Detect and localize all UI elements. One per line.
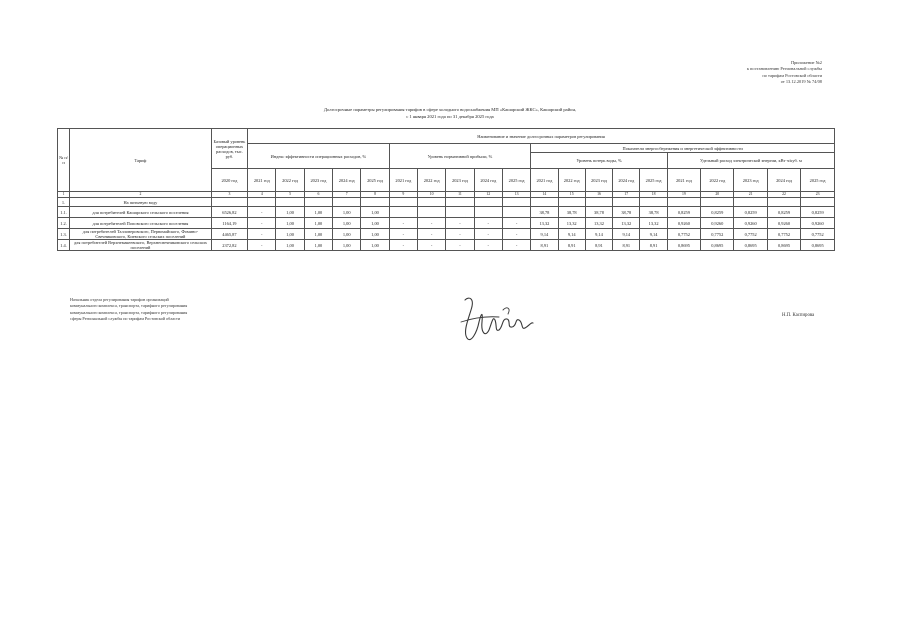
row-efficiency-value: 1,00 — [333, 229, 361, 240]
year-losses: 2025 год — [640, 169, 667, 192]
row-base-level: 2372,82 — [211, 240, 247, 251]
row-profit-value: - — [502, 240, 530, 251]
year-efficiency: 2024 год — [333, 169, 361, 192]
row-energy-value: 0,7752 — [734, 229, 767, 240]
row-energy-value: 0,9260 — [734, 218, 767, 229]
row-energy-value: 0,8259 — [667, 207, 700, 218]
row-efficiency-value: - — [248, 207, 276, 218]
column-number: 22 — [767, 192, 800, 198]
footnote-line: сферы Региональной службы по тарифам Ростовской области — [70, 316, 181, 322]
column-number: 10 — [418, 192, 446, 198]
column-number: 13 — [502, 192, 530, 198]
column-number: 1 — [58, 192, 70, 198]
year-profit: 2021 год — [389, 169, 417, 192]
year-profit: 2022 год — [418, 169, 446, 192]
row-losses-value: 9,14 — [531, 229, 558, 240]
row-losses-value: 8,91 — [558, 240, 585, 251]
row-efficiency-value: 1,00 — [361, 229, 389, 240]
column-number: 19 — [667, 192, 700, 198]
year-base: 2020 год — [211, 169, 247, 192]
row-profit-value: - — [418, 218, 446, 229]
year-energy: 2021 год — [667, 169, 700, 192]
row-energy-value: 0,9260 — [767, 218, 800, 229]
title-line-1: Долгосрочные параметры регулирования тарифов в сфере холодного водоснабжения МП «Кашарский ЖКС», Кашарский район, — [323, 107, 577, 112]
footnote-line: Начальник отдела регулирования тарифов организаций — [70, 297, 169, 302]
row-profit-value: - — [474, 240, 502, 251]
row-losses-value: 9,14 — [613, 229, 640, 240]
header-tariff: Тариф — [70, 129, 212, 192]
header-profit: Уровень нормативной прибыли, % — [389, 144, 531, 169]
table-row — [58, 229, 835, 240]
row-label: для потребителей Талловеровского, Первомайского, Фомино-Свечниковского, Киевского сельских поселений — [70, 229, 212, 240]
appendix-line: Приложение №2 — [790, 60, 822, 65]
row-profit-value — [418, 207, 446, 218]
row-energy-value: 0,8695 — [801, 240, 835, 251]
footnote-line: коммунального комплекса, транспорта, тарифного регулирования — [70, 303, 188, 309]
row-efficiency-value: 1,00 — [333, 240, 361, 251]
row-num: 1.1. — [58, 207, 70, 218]
row-energy-value: 0,9260 — [801, 218, 835, 229]
column-number: 6 — [304, 192, 332, 198]
year-losses: 2022 год — [558, 169, 585, 192]
row-energy-value: 0,7752 — [701, 229, 734, 240]
row-energy-value: 0,7752 — [767, 229, 800, 240]
row-energy-value: 0,8259 — [701, 207, 734, 218]
row-energy-value: 0,7752 — [667, 229, 700, 240]
row-profit-value: - — [389, 240, 417, 251]
row-profit-value — [389, 207, 417, 218]
row-energy-value: 0,9260 — [667, 218, 700, 229]
row-losses-value: 38,78 — [613, 207, 640, 218]
row-label: для потребителей Кашарского сельского поселения — [70, 207, 212, 218]
row-losses-value: 8,91 — [613, 240, 640, 251]
header-efficiency: Индекс эффективности операционных расходов, % — [248, 144, 390, 169]
column-number: 11 — [446, 192, 474, 198]
row-profit-value: - — [502, 218, 530, 229]
header-base-level: Базовый уровень операционных расходов, тыс. руб. — [211, 129, 247, 169]
column-number: 4 — [248, 192, 276, 198]
row-profit-value: - — [446, 240, 474, 251]
signatory-position — [70, 297, 230, 323]
section-label: На питьевую воду — [70, 198, 212, 207]
column-number: 5 — [276, 192, 304, 198]
parameters-table — [57, 128, 835, 251]
row-efficiency-value: 1,00 — [276, 207, 304, 218]
row-losses-value: 13,32 — [585, 218, 612, 229]
row-losses-value: 38,78 — [558, 207, 585, 218]
header-reliability: Показатели энергосбережения и энергетической эффективности — [531, 144, 835, 153]
column-number: 17 — [613, 192, 640, 198]
row-base-level: 1164,19 — [211, 218, 247, 229]
row-efficiency-value: 1,00 — [361, 218, 389, 229]
row-efficiency-value: 1,00 — [361, 240, 389, 251]
header-losses: Уровень потерь воды, % — [531, 153, 667, 169]
table-body — [58, 207, 835, 251]
column-number: 21 — [734, 192, 767, 198]
year-profit: 2023 год — [446, 169, 474, 192]
column-number: 20 — [701, 192, 734, 198]
row-base-level: 6526,82 — [211, 207, 247, 218]
document-title — [250, 107, 650, 120]
row-losses-value: 8,91 — [531, 240, 558, 251]
row-profit-value — [474, 207, 502, 218]
header-energy: Удельный расход электрической энергии, кВт·ч/куб. м — [667, 153, 834, 169]
column-number: 18 — [640, 192, 667, 198]
table-row — [58, 218, 835, 229]
table-row — [58, 240, 835, 251]
row-losses-value: 13,32 — [531, 218, 558, 229]
row-energy-value: 0,8259 — [767, 207, 800, 218]
row-losses-value: 8,91 — [585, 240, 612, 251]
year-energy: 2023 год — [734, 169, 767, 192]
column-number: 8 — [361, 192, 389, 198]
year-energy: 2024 год — [767, 169, 800, 192]
appendix-line: по тарифам Ростовской области — [762, 72, 822, 78]
row-profit-value: - — [418, 229, 446, 240]
column-number: 16 — [585, 192, 612, 198]
row-losses-value: 38,78 — [585, 207, 612, 218]
row-profit-value — [446, 207, 474, 218]
row-losses-value: 38,78 — [531, 207, 558, 218]
footnote-line: коммунального комплекса, транспорта, тарифного регулирования — [70, 309, 188, 315]
row-profit-value: - — [474, 218, 502, 229]
year-efficiency: 2025 год — [361, 169, 389, 192]
row-profit-value — [502, 207, 530, 218]
row-energy-value: 0,8695 — [734, 240, 767, 251]
table-row — [58, 207, 835, 218]
year-energy: 2022 год — [701, 169, 734, 192]
year-energy: 2025 год — [801, 169, 835, 192]
year-efficiency: 2022 год — [276, 169, 304, 192]
header-num: № п/п — [58, 129, 70, 192]
row-efficiency-value: 1,00 — [304, 229, 332, 240]
row-profit-value: - — [474, 229, 502, 240]
header-group-title: Наименование и значение долгосрочных параметров регулирования — [248, 129, 835, 144]
row-losses-value: 9,14 — [558, 229, 585, 240]
year-efficiency: 2023 год — [304, 169, 332, 192]
row-efficiency-value: 1,00 — [276, 229, 304, 240]
column-number: 23 — [801, 192, 835, 198]
appendix-block — [690, 60, 822, 85]
row-efficiency-value: 1,00 — [304, 218, 332, 229]
appendix-line: к постановлению Региональной службы — [746, 66, 822, 72]
row-energy-value: 0,8695 — [701, 240, 734, 251]
column-number: 12 — [474, 192, 502, 198]
row-efficiency-value: 1,00 — [304, 240, 332, 251]
year-losses: 2021 год — [531, 169, 558, 192]
row-base-level: 4465,87 — [211, 229, 247, 240]
section-num: 1. — [58, 198, 70, 207]
row-profit-value: - — [502, 229, 530, 240]
row-efficiency-value: 1,00 — [333, 218, 361, 229]
row-num: 1.4. — [58, 240, 70, 251]
column-number: 15 — [558, 192, 585, 198]
appendix-line: от 13.12.2019 № 74/08 — [780, 78, 822, 84]
row-energy-value: 0,8695 — [767, 240, 800, 251]
column-number: 14 — [531, 192, 558, 198]
year-efficiency: 2021 год — [248, 169, 276, 192]
row-num: 1.2. — [58, 218, 70, 229]
row-losses-value: 38,78 — [640, 207, 667, 218]
row-energy-value: 0,9260 — [701, 218, 734, 229]
handwritten-signature — [455, 292, 535, 348]
row-label: для потребителей Поповского сельского поселения — [70, 218, 212, 229]
row-losses-value: 13,32 — [640, 218, 667, 229]
title-line-2: с 1 января 2021 года по 31 декабря 2025 года — [406, 113, 494, 119]
row-profit-value: - — [418, 240, 446, 251]
row-energy-value: 0,7752 — [801, 229, 835, 240]
column-number: 7 — [333, 192, 361, 198]
row-profit-value: - — [389, 229, 417, 240]
year-profit: 2025 год — [502, 169, 530, 192]
row-losses-value: 9,14 — [640, 229, 667, 240]
row-efficiency-value: 1,00 — [333, 207, 361, 218]
row-efficiency-value: - — [248, 229, 276, 240]
row-efficiency-value: 1,00 — [361, 207, 389, 218]
row-energy-value: 0,8259 — [801, 207, 835, 218]
row-energy-value: 0,8259 — [734, 207, 767, 218]
row-losses-value: 9,14 — [585, 229, 612, 240]
row-efficiency-value: - — [248, 240, 276, 251]
row-efficiency-value: 1,00 — [304, 207, 332, 218]
row-profit-value: - — [446, 229, 474, 240]
row-label: для потребителей Верхнемакеевского, Верхнесвечниковского сельских поселений — [70, 240, 212, 251]
row-num: 1.3. — [58, 229, 70, 240]
year-losses: 2023 год — [585, 169, 612, 192]
row-efficiency-value: 1,00 — [276, 218, 304, 229]
row-losses-value: 13,32 — [613, 218, 640, 229]
signer-name: Н.П. Каспирова — [782, 313, 815, 318]
row-losses-value: 13,32 — [558, 218, 585, 229]
row-profit-value: - — [446, 218, 474, 229]
row-losses-value: 8,91 — [640, 240, 667, 251]
row-profit-value: - — [389, 218, 417, 229]
year-profit: 2024 год — [474, 169, 502, 192]
column-number: 2 — [70, 192, 212, 198]
column-number: 3 — [211, 192, 247, 198]
year-losses: 2024 год — [613, 169, 640, 192]
row-energy-value: 0,8695 — [667, 240, 700, 251]
row-efficiency-value: 1,00 — [276, 240, 304, 251]
column-number: 9 — [389, 192, 417, 198]
row-efficiency-value: - — [248, 218, 276, 229]
